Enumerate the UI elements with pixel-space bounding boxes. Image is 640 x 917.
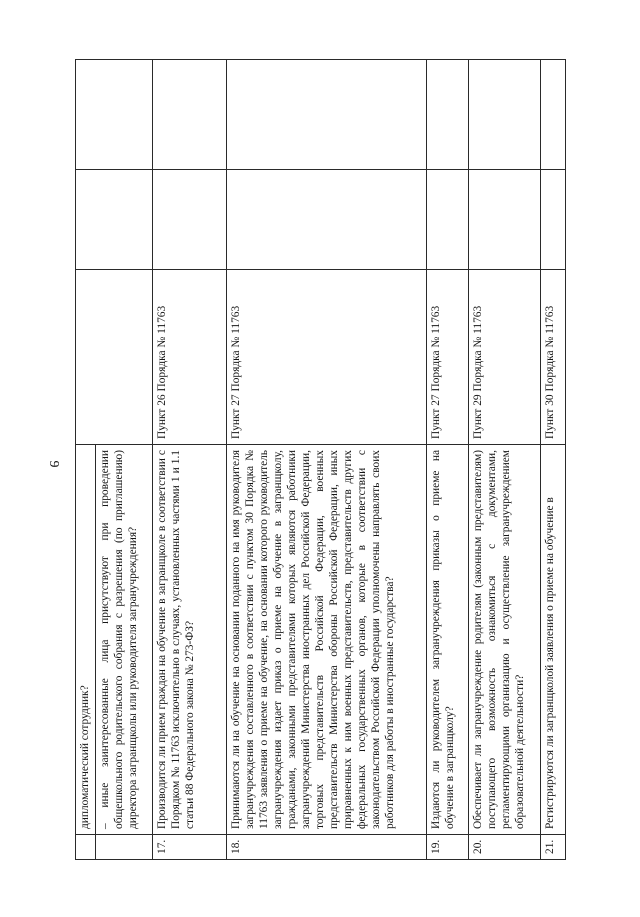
answer-cell <box>153 170 227 270</box>
table-row <box>427 60 469 860</box>
row-number-cell <box>76 835 96 860</box>
table-row <box>227 60 427 860</box>
table-row <box>541 60 566 860</box>
table-row <box>153 60 227 860</box>
reference-cell: Пункт 26 Порядка № 11763 <box>153 270 227 445</box>
question-cell: дипломатический сотрудник? <box>76 445 96 835</box>
question-cell: Издаются ли руководителем загранучреждения приказы о приеме на обучение в загранщколу? <box>427 445 469 835</box>
question-cell: Принимаются ли на обучение на основании поданного на имя руководителя загранучреждения составленного в соответствии с пунктом 30 Порядка № 11763 заявления о приеме на обучение, на основании которого руководитель загранучреждения издает приказ о приеме на обучение в загранщколу, гражданами, законными представителями которых являются работники загранучреждений Министерства иностранных дел Российской Федерации, торговых представительств Российской Федерации, военных представительств Министерства обороны Российской Федерации, иных приравненных к ним военных представительств, представительств других федеральных государственных органов, которые в соответствии с законодательством Российской Федерации уполномочены направлять своих работников для работы в иностранные государства? <box>227 445 427 835</box>
row-number-cell: 18. <box>227 835 427 860</box>
row-number-cell: 17. <box>153 835 227 860</box>
answer-cell <box>541 170 566 270</box>
question-cell: Производится ли прием граждан на обучение в загранщколе в соответствии с Порядком № 11763 исключительно в случаях, установленных частями 1 и 1.1 статьи 88 Федерального закона № 273-ФЗ? <box>153 445 227 835</box>
note-cell <box>76 60 153 170</box>
row-number-cell <box>96 835 153 860</box>
answer-cell <box>427 170 469 270</box>
question-cell: Регистрируются ли загранщколой заявления о приеме на обучение в <box>541 445 566 835</box>
note-cell <box>153 60 227 170</box>
question-cell: Обеспечивает ли загранучреждение родителям (законным представителям) поступающего возможность ознакомиться с документами, регламентирующими организацию и осуществление загранучреждением образовательной деятельности? <box>469 445 541 835</box>
reference-cell <box>76 270 153 445</box>
answer-cell <box>227 170 427 270</box>
answer-cell <box>469 170 541 270</box>
page-number: 9 <box>46 460 61 468</box>
table-row <box>469 60 541 860</box>
reference-cell: Пункт 27 Порядка № 11763 <box>427 270 469 445</box>
note-cell <box>541 60 566 170</box>
row-number-cell: 19. <box>427 835 469 860</box>
note-cell <box>469 60 541 170</box>
row-number-cell: 21. <box>541 835 566 860</box>
table-row <box>76 60 96 860</box>
rotated-page-content <box>75 60 605 860</box>
answer-cell <box>76 170 153 270</box>
note-cell <box>427 60 469 170</box>
reference-cell: Пункт 29 Порядка № 11763 <box>469 270 541 445</box>
note-cell <box>227 60 427 170</box>
question-cell: – иные заинтересованные лица присутствуют при проведении общешкольного родительского собрания с разрешения (по приглашению) директора загранщколы или руководителя загранучреждения? <box>96 445 153 835</box>
reference-cell: Пункт 27 Порядка № 11763 <box>227 270 427 445</box>
checklist-table <box>75 59 566 860</box>
row-number-cell: 20. <box>469 835 541 860</box>
reference-cell: Пункт 30 Порядка № 11763 <box>541 270 566 445</box>
